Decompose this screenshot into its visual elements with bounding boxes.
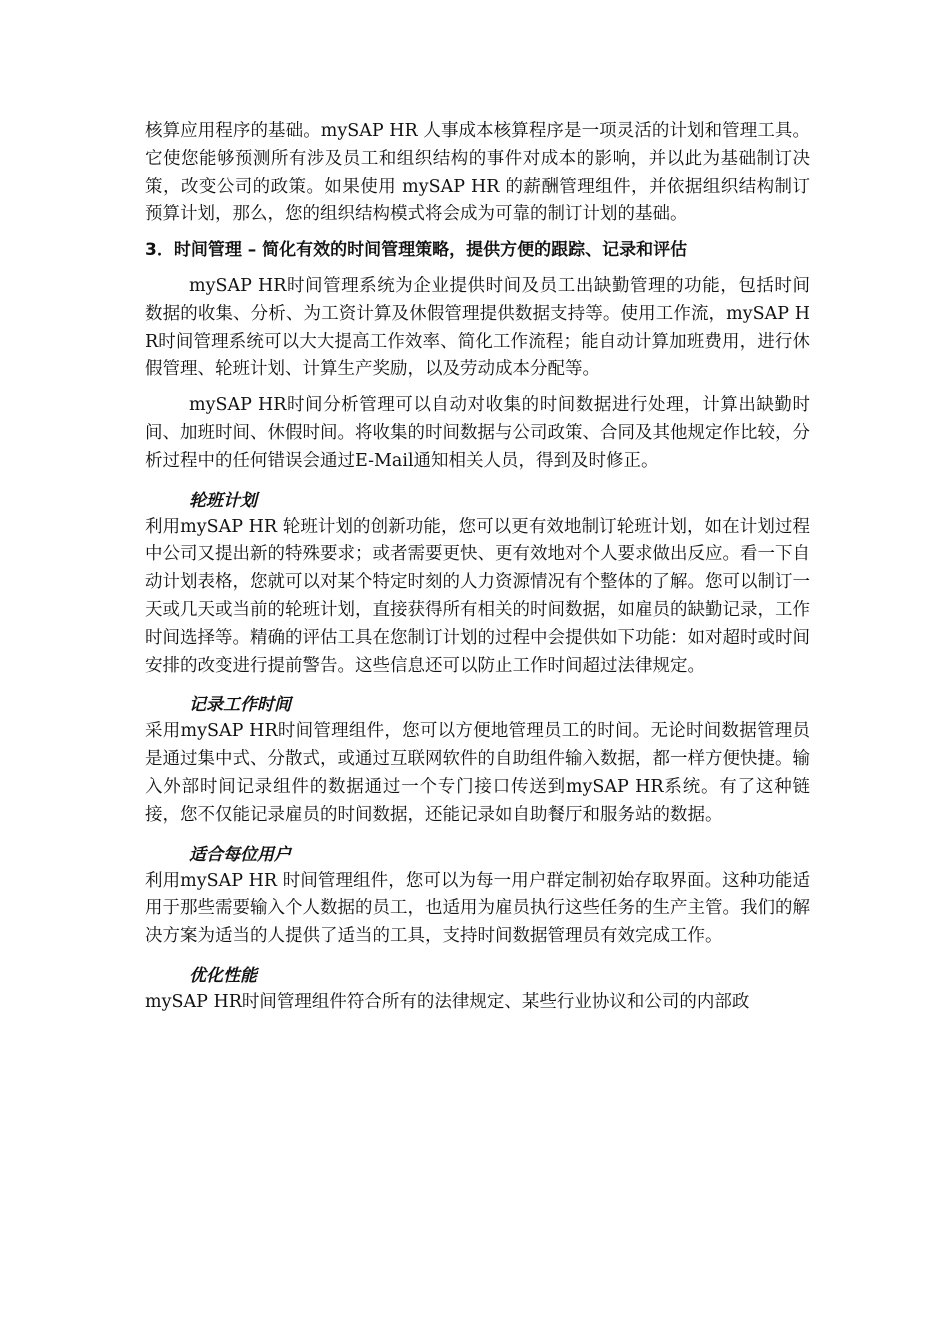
section-3-heading: 3．时间管理 – 简化有效的时间管理策略，提供方便的跟踪、记录和评估 [145,240,688,261]
record-time-paragraph: 采用mySAP HR时间管理组件，您可以方便地管理员工的时间。无论时间数据管理员是通过集中式、分散式，或通过互联网软件的自助组件输入数据，都一样方便快捷。输入外部时间记录组件的数据通过一个专门接口传送到mySAP HR系统。有了这种链接，您不仅能记录雇员的时间数据，还能记录如自助餐厅和服务站的数据。 [145,721,810,825]
intro-paragraph: 核算应用程序的基础。mySAP HR 人事成本核算程序是一项灵活的计划和管理工具。它使您能够预测所有涉及员工和组织结构的事件对成本的影响，并以此为基础制订决策，改变公司的政策。如果使用 mySAP HR 的薪酬管理组件，并依据组织结构制订预算计划，那么，您的组织结构模式将会成为可靠的制订计划的基础。 [145,121,810,225]
shift-planning-heading: 轮班计划 [189,490,257,511]
document-page [145,118,810,1017]
time-management-paragraph-2: mySAP HR时间分析管理可以自动对收集的时间数据进行处理，计算出缺勤时间、加班时间、休假时间。将收集的时间数据与公司政策、合同及其他规定作比较，分析过程中的任何错误会通过E-Mail通知相关人员，得到及时修正。 [145,395,810,471]
shift-planning-paragraph: 利用mySAP HR 轮班计划的创新功能，您可以更有效地制订轮班计划，如在计划过程中公司又提出新的特殊要求；或者需要更快、更有效地对个人要求做出反应。看一下自动计划表格，您就可以对某个特定时刻的人力资源情况有个整体的了解。您可以制订一天或几天或当前的轮班计划，直接获得所有相关的时间数据，如雇员的缺勤记录，工作时间选择等。精确的评估工具在您制订计划的过程中会提供如下功能：如对超时或时间安排的改变进行提前警告。这些信息还可以防止工作时间超过法律规定。 [145,516,810,676]
optimize-performance-paragraph: mySAP HR时间管理组件符合所有的法律规定、某些行业协议和公司的内部政 [145,991,750,1012]
record-time-heading: 记录工作时间 [189,695,291,716]
optimize-performance-heading: 优化性能 [189,965,257,986]
time-management-paragraph-1: mySAP HR时间管理系统为企业提供时间及员工出缺勤管理的功能，包括时间数据的收集、分析、为工资计算及休假管理提供数据支持等。使用工作流，mySAP HR时间管理系统可以大大提高工作效率、简化工作流程；能自动计算加班费用，进行休假管理、轮班计划、计算生产奖励，以及劳动成本分配等。 [145,275,810,380]
every-user-heading: 适合每位用户 [189,844,291,865]
every-user-paragraph: 利用mySAP HR 时间管理组件，您可以为每一用户群定制初始存取界面。这种功能适用于那些需要输入个人数据的员工，也适用为雇员执行这些任务的生产主管。我们的解决方案为适当的人提供了适当的工具，支持时间数据管理员有效完成工作。 [145,870,810,947]
